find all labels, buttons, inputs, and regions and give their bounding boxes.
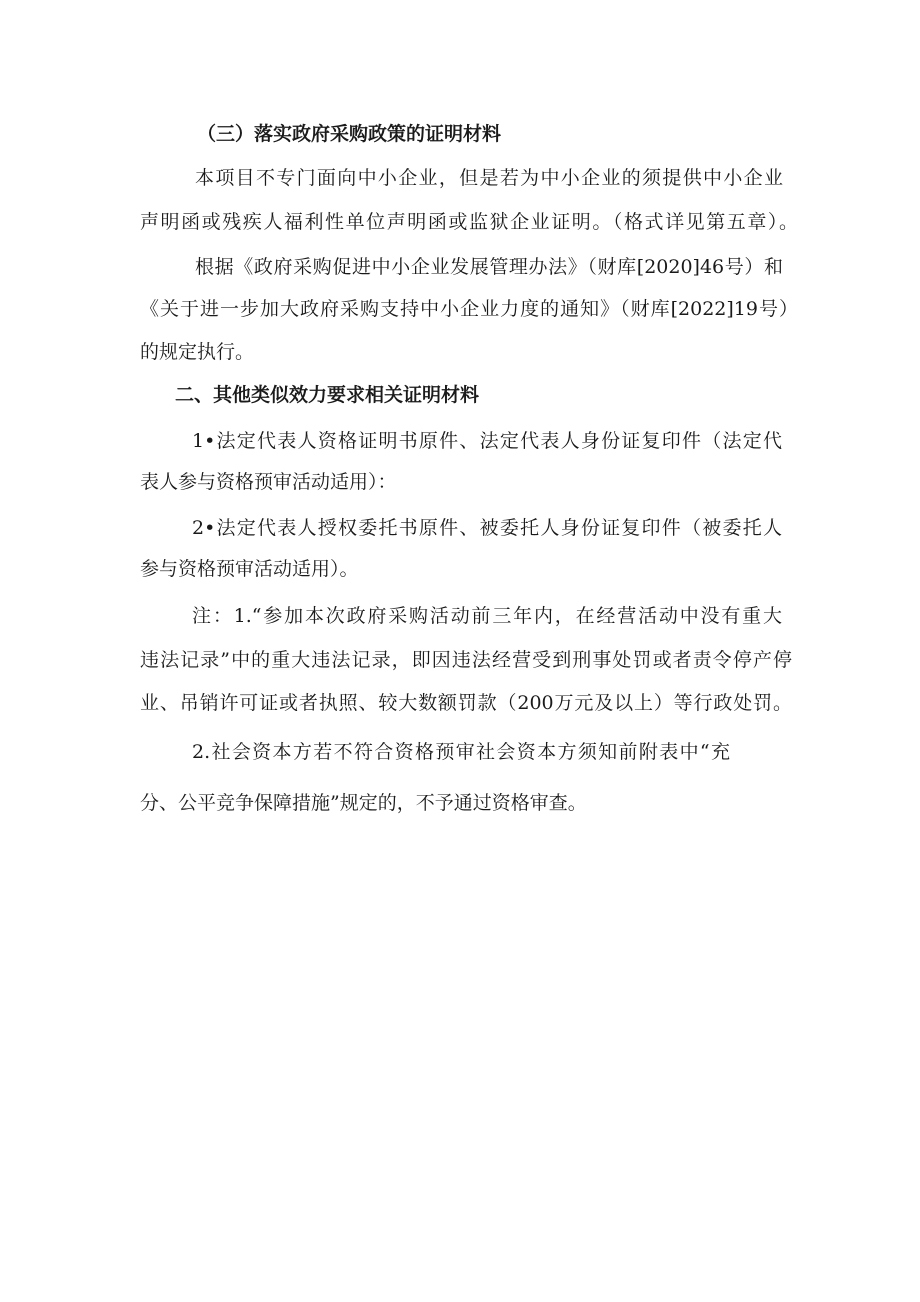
section-heading-procurement-policy: （三）落实政府采购政策的证明材料 [197,123,502,145]
note-1-line-1: 注：1.“参加本次政府采购活动前三年内，在经营活动中没有重大 [192,605,782,627]
paragraph-sme-line-1: 本项目不专门面向中小企业，但是若为中小企业的须提供中小企业 [195,167,783,189]
note-2-line-1: 2.社会资本方若不符合资格预审社会资本方须知前附表中“充 [192,741,730,763]
paragraph-basis-line-2: 《关于进一步加大政府采购支持中小企业力度的通知》（财库[2022]19号） [140,298,798,320]
note-1-line-2: 违法记录”中的重大违法记录，即因违法经营受到刑事处罚或者责令停产停 [140,649,792,671]
item-1-line-1: 1•法定代表人资格证明书原件、法定代表人身份证复印件（法定代 [192,430,782,452]
paragraph-basis-line-3: 的规定执行。 [140,341,255,363]
item-2-line-1: 2•法定代表人授权委托书原件、被委托人身份证复印件（被委托人 [192,517,782,539]
item-1-line-2: 表人参与资格预审活动适用）： [140,471,397,493]
paragraph-basis-line-1: 根据《政府采购促进中小企业发展管理办法》（财库[2020]46号）和 [195,256,783,278]
paragraph-sme-line-2: 声明函或残疾人福利性单位声明函或监狱企业证明。（格式详见第五章）。 [140,211,798,233]
note-2-line-2: 分、公平竞争保障措施”规定的，不予通过资格审查。 [140,792,587,814]
item-2-line-2: 参与资格预审活动适用）。 [140,558,359,580]
section-heading-other-materials: 二、其他类似效力要求相关证明材料 [175,384,480,406]
note-1-line-3: 业、吊销许可证或者执照、较大数额罚款（200万元及以上）等行政处罚。 [140,692,792,714]
